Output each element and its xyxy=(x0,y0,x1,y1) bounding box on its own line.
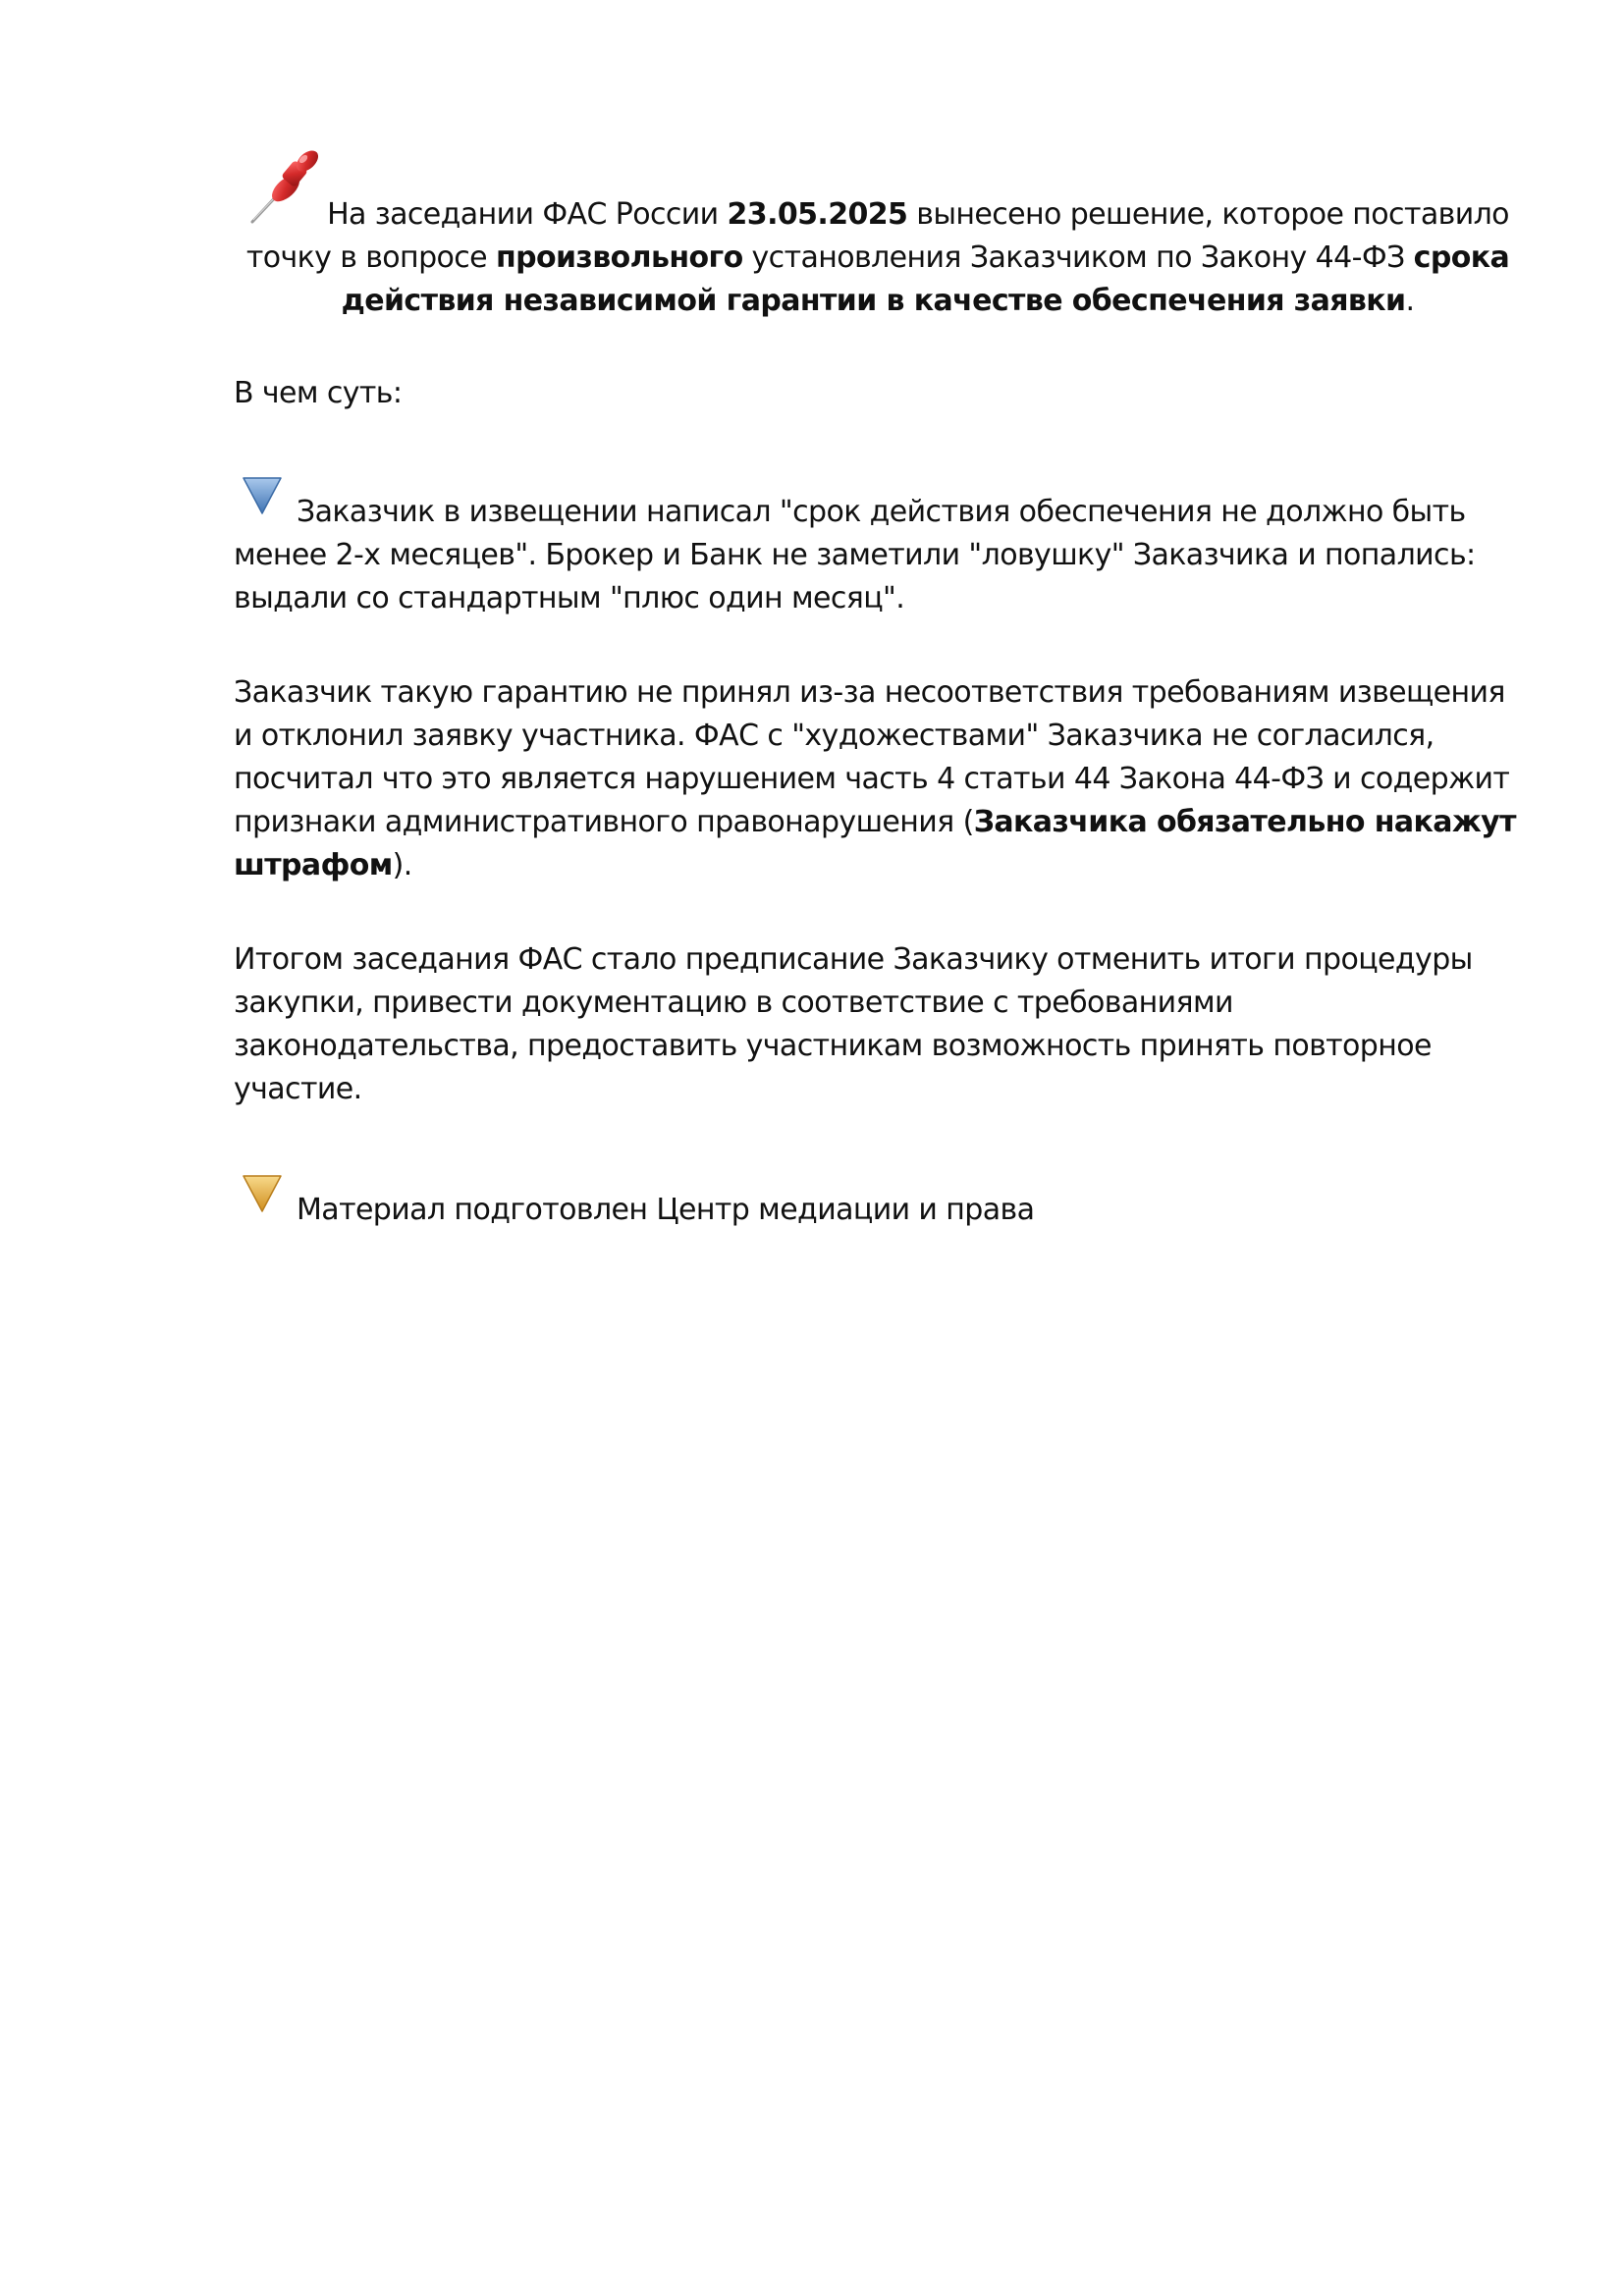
intro-text-2: вынесено решение, которое поставило точку в вопросе xyxy=(245,197,1509,275)
footer-paragraph xyxy=(234,1172,1522,1232)
paragraph-fas-decision-text-1: Заказчик такую гарантию не принял из-за несоответствия требованиям извещения и отклонил заявку участника. ФАС с "художествами" Заказчика не согласился, посчитал что это является нарушением часть 4 статьи 44 Закона 44-ФЗ и содержит признаки административного правонарушения ( xyxy=(234,675,1510,839)
paragraph-result: Итогом заседания ФАС стало предписание Заказчику отменить итоги процедуры закупки, привести документацию в соответствие с требованиями законодательства, предоставить участникам возможность принять повторное участие. xyxy=(234,942,1473,1106)
paragraph-fas-decision-bold: Заказчика обязательно накажут штрафом xyxy=(234,805,1516,882)
intro-text-3: установления Заказчиком по Закону 44-ФЗ xyxy=(742,240,1414,275)
intro-bold-arbitrary: произвольного xyxy=(495,240,743,275)
paragraph-customer-notice xyxy=(234,474,1522,620)
essence-label: В чем суть: xyxy=(234,376,403,410)
paragraph-fas-decision-text-2: ). xyxy=(392,848,412,882)
orange-triangle-down-icon xyxy=(234,1172,297,1232)
intro-paragraph xyxy=(234,147,1522,323)
document-page xyxy=(234,147,1522,1232)
blue-triangle-down-icon xyxy=(234,474,297,534)
intro-bold-guarantee-term: срока действия независимой гарантии в качестве обеспечения заявки xyxy=(341,240,1510,318)
meeting-date: 23.05.2025 xyxy=(727,197,908,232)
pushpin-icon xyxy=(246,147,327,237)
paragraph-customer-notice-text: Заказчик в извещении написал "срок действия обеспечения не должно быть менее 2-х месяцев". Брокер и Банк не заметили "ловушку" Заказчика и попались: выдали со стандартным "плюс один месяц". xyxy=(234,495,1476,615)
footer-text: Материал подготовлен Центр медиации и права xyxy=(297,1193,1035,1227)
intro-text-4: . xyxy=(1405,284,1415,318)
intro-text-1: На заседании ФАС России xyxy=(327,197,728,232)
paragraph-fas-decision xyxy=(234,671,1522,887)
